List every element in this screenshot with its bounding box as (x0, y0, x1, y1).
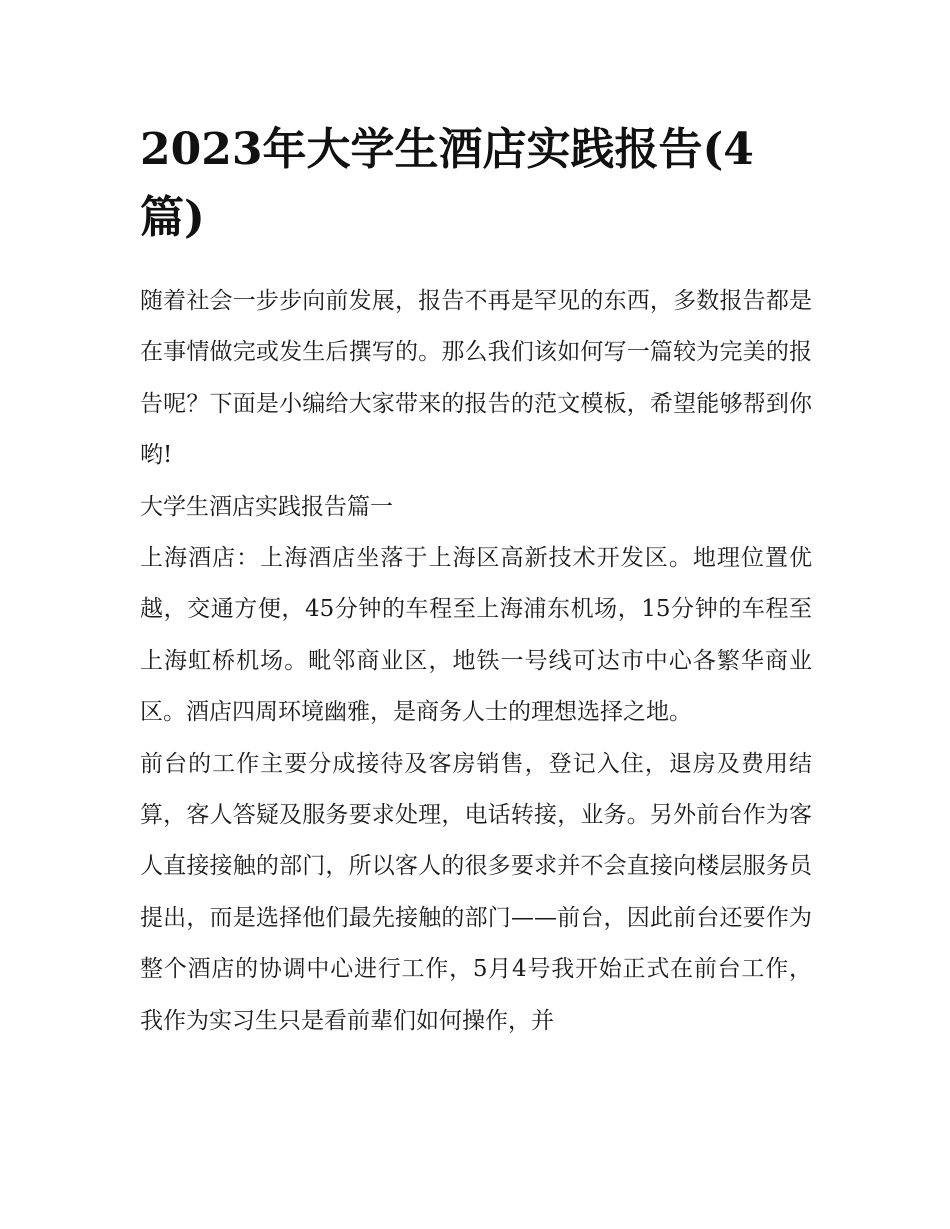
hotel-description-paragraph: 上海酒店：上海酒店坐落于上海区高新技术开发区。地理位置优越，交通方便，45分钟的车程至上海浦东机场，15分钟的车程至上海虹桥机场。毗邻商业区，地铁一号线可达市中心各繁华商业区。酒店四周环境幽雅，是商务人士的理想选择之地。 (140, 545, 812, 726)
document-title: 2023年大学生酒店实践报告(4篇) (140, 124, 754, 243)
section-heading: 大学生酒店实践报告篇一 (140, 493, 393, 520)
front-desk-paragraph: 前台的工作主要分成接待及客房销售，登记入住，退房及费用结算，客人答疑及服务要求处理，电话转接，业务。另外前台作为客人直接接触的部门，所以客人的很多要求并不会直接向楼层服务员提出，而是选择他们最先接触的部门——前台，因此前台还要作为整个酒店的协调中心进行工作，5月4号我开始正式在前台工作，我作为实习生只是看前辈们如何操作，并 (140, 750, 812, 1034)
intro-paragraph: 随着社会一步步向前发展，报告不再是罕见的东西，多数报告都是在事情做完或发生后撰写的。那么我们该如何写一篇较为完美的报告呢？下面是小编给大家带来的报告的范文模板，希望能够帮到你哟! (140, 288, 812, 469)
document-body (140, 116, 812, 1047)
